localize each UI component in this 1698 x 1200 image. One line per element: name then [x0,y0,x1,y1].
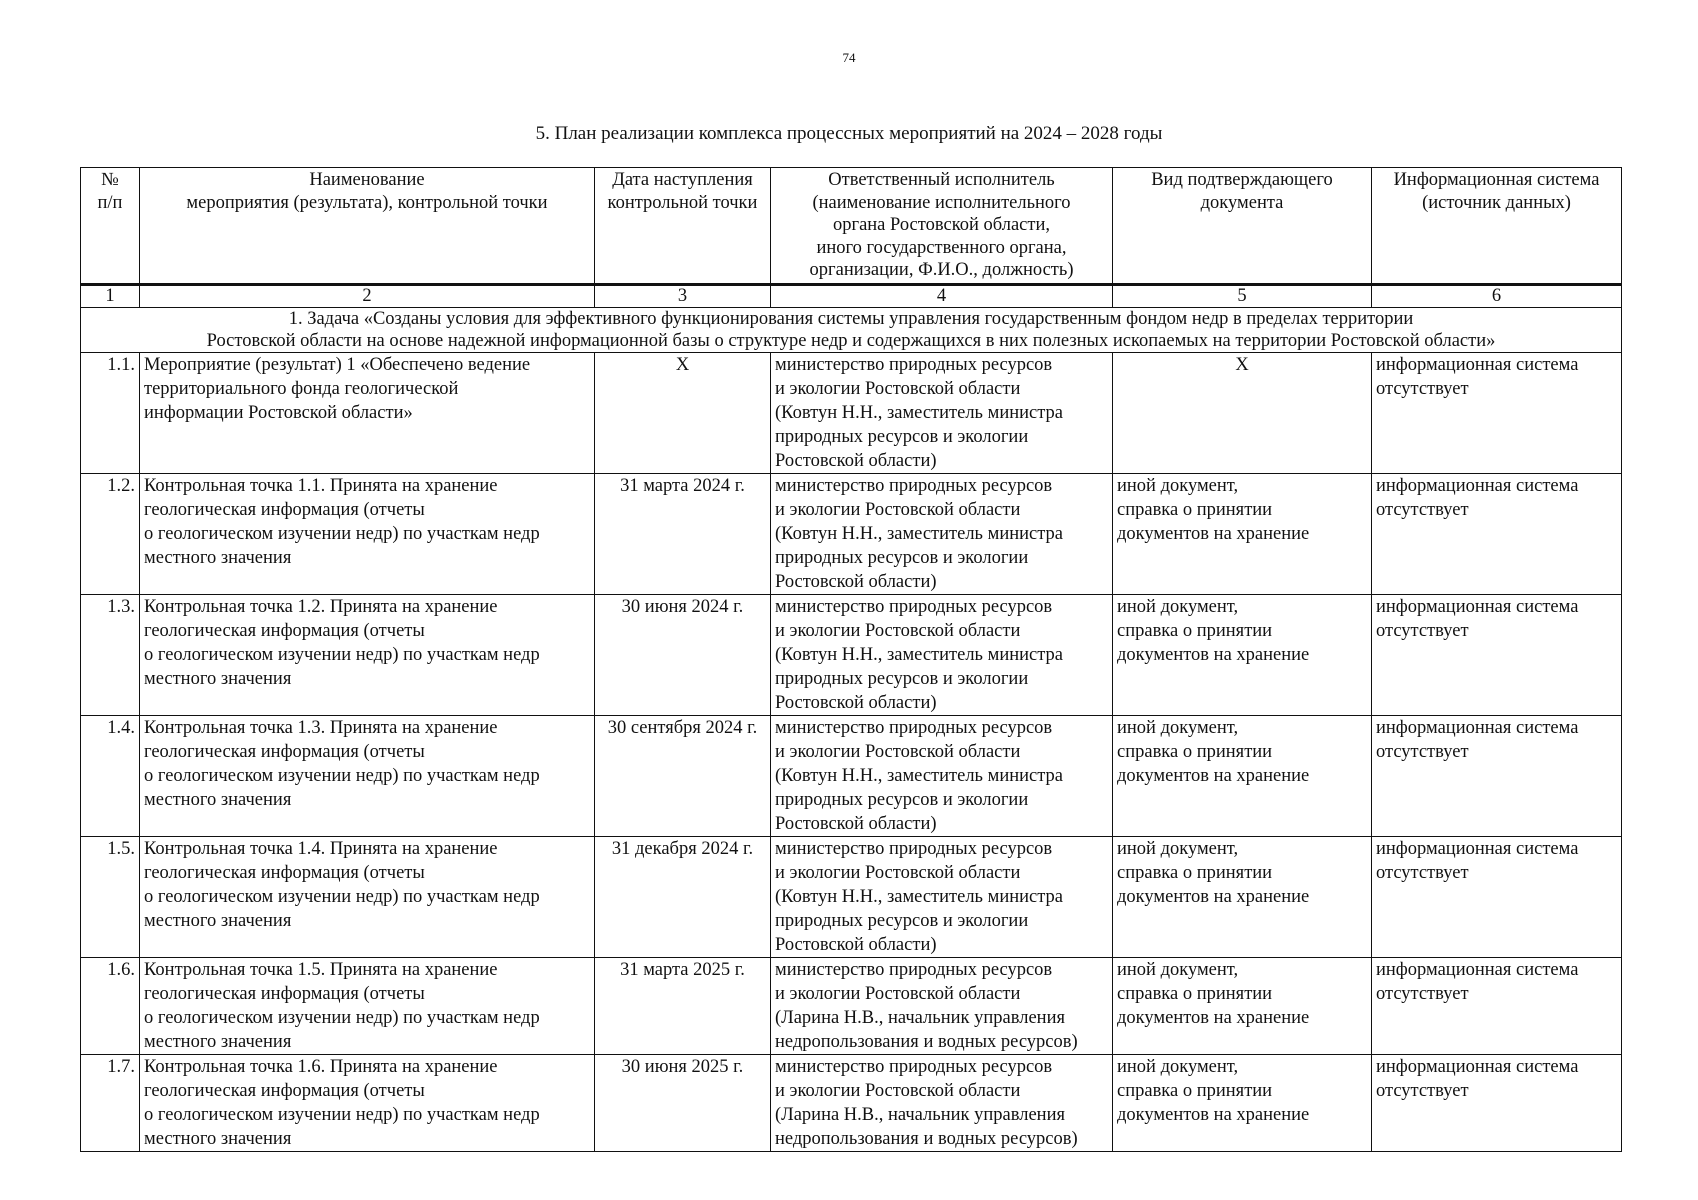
column-number: 2 [140,285,595,308]
row-document-type: Х [1113,353,1372,474]
page-number: 74 [842,50,856,65]
row-number: 1.3. [81,595,140,716]
row-information-system: информационная система отсутствует [1372,353,1622,474]
row-date: 31 марта 2024 г. [595,474,771,595]
row-number: 1.5. [81,837,140,958]
header-document-type: Вид подтверждающего документа [1113,168,1372,285]
header-executor: Ответственный исполнитель (наименование исполнительного органа Ростовской области, иного государственного органа, организации, Ф.И.О., должность) [771,168,1113,285]
row-date: 30 июня 2024 г. [595,595,771,716]
row-executor: министерство природных ресурсов и экологии Ростовской области (Ковтун Н.Н., заместитель министра природных ресурсов и экологии Ростовской области) [771,837,1113,958]
header-activity-name: Наименование мероприятия (результата), контрольной точки [140,168,595,285]
row-executor: министерство природных ресурсов и экологии Ростовской области (Ларина Н.В., начальник управления недропользования и водных ресурсов) [771,1055,1113,1152]
row-number: 1.4. [81,716,140,837]
row-information-system: информационная система отсутствует [1372,837,1622,958]
column-number: 1 [81,285,140,308]
row-date: Х [595,353,771,474]
row-activity-name: Контрольная точка 1.2. Принята на хранение геологическая информация (отчеты о геологическом изучении недр) по участкам недр местного значения [140,595,595,716]
row-activity-name: Контрольная точка 1.3. Принята на хранение геологическая информация (отчеты о геологическом изучении недр) по участкам недр местного значения [140,716,595,837]
row-number: 1.6. [81,958,140,1055]
table-row [81,958,1622,1055]
row-activity-name: Контрольная точка 1.4. Принята на хранение геологическая информация (отчеты о геологическом изучении недр) по участкам недр местного значения [140,837,595,958]
task-row [81,308,1622,353]
column-number: 6 [1372,285,1622,308]
row-date: 30 сентября 2024 г. [595,716,771,837]
row-information-system: информационная система отсутствует [1372,716,1622,837]
task-heading: 1. Задача «Созданы условия для эффективного функционирования системы управления государственным фондом недр в пределах территории Ростовской области на основе надежной информационной базы о структуре недр и содержащихся в них полезных ископаемых на территории Ростовской области» [81,308,1622,353]
column-number: 3 [595,285,771,308]
column-numbers-row [81,285,1622,308]
row-activity-name: Контрольная точка 1.1. Принята на хранение геологическая информация (отчеты о геологическом изучении недр) по участкам недр местного значения [140,474,595,595]
table-row [81,474,1622,595]
column-number: 4 [771,285,1113,308]
row-document-type: иной документ, справка о принятии документов на хранение [1113,474,1372,595]
row-date: 30 июня 2025 г. [595,1055,771,1152]
column-number: 5 [1113,285,1372,308]
row-number: 1.1. [81,353,140,474]
row-executor: министерство природных ресурсов и экологии Ростовской области (Ковтун Н.Н., заместитель министра природных ресурсов и экологии Ростовской области) [771,474,1113,595]
header-date: Дата наступления контрольной точки [595,168,771,285]
row-activity-name: Контрольная точка 1.5. Принята на хранение геологическая информация (отчеты о геологическом изучении недр) по участкам недр местного значения [140,958,595,1055]
row-document-type: иной документ, справка о принятии документов на хранение [1113,595,1372,716]
row-executor: министерство природных ресурсов и экологии Ростовской области (Ковтун Н.Н., заместитель министра природных ресурсов и экологии Ростовской области) [771,716,1113,837]
row-document-type: иной документ, справка о принятии документов на хранение [1113,837,1372,958]
row-date: 31 декабря 2024 г. [595,837,771,958]
row-information-system: информационная система отсутствует [1372,958,1622,1055]
page-title: 5. План реализации комплекса процессных мероприятий на 2024 – 2028 годы [535,123,1163,144]
table-row [81,353,1622,474]
table-header-row [81,168,1622,285]
row-date: 31 марта 2025 г. [595,958,771,1055]
row-number: 1.7. [81,1055,140,1152]
row-information-system: информационная система отсутствует [1372,1055,1622,1152]
row-document-type: иной документ, справка о принятии документов на хранение [1113,716,1372,837]
implementation-plan-table [80,167,1622,1152]
row-number: 1.2. [81,474,140,595]
row-information-system: информационная система отсутствует [1372,474,1622,595]
header-number: № п/п [81,168,140,285]
row-document-type: иной документ, справка о принятии документов на хранение [1113,1055,1372,1152]
row-executor: министерство природных ресурсов и экологии Ростовской области (Ковтун Н.Н., заместитель министра природных ресурсов и экологии Ростовской области) [771,595,1113,716]
row-executor: министерство природных ресурсов и экологии Ростовской области (Ковтун Н.Н., заместитель министра природных ресурсов и экологии Ростовской области) [771,353,1113,474]
row-activity-name: Контрольная точка 1.6. Принята на хранение геологическая информация (отчеты о геологическом изучении недр) по участкам недр местного значения [140,1055,595,1152]
row-executor: министерство природных ресурсов и экологии Ростовской области (Ларина Н.В., начальник управления недропользования и водных ресурсов) [771,958,1113,1055]
table-row [81,716,1622,837]
row-information-system: информационная система отсутствует [1372,595,1622,716]
row-activity-name: Мероприятие (результат) 1 «Обеспечено ведение территориального фонда геологической информации Ростовской области» [140,353,595,474]
table-row [81,595,1622,716]
table-row [81,1055,1622,1152]
table-row [81,837,1622,958]
row-document-type: иной документ, справка о принятии документов на хранение [1113,958,1372,1055]
header-information-system: Информационная система (источник данных) [1372,168,1622,285]
